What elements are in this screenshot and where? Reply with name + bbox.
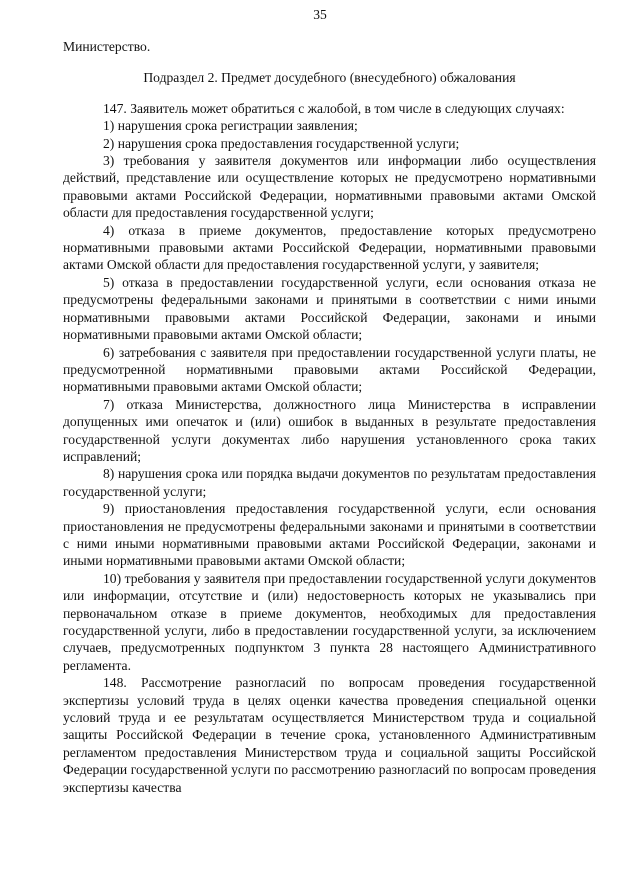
paragraph-147: 147. Заявитель может обратиться с жалобой, в том числе в следующих случаях: — [103, 100, 565, 116]
document-body — [63, 38, 596, 796]
list-item-9: 9) приостановления предоставления государственной услуги, если основания приостановления не предусмотрены федеральными законами и принятыми в соответствии с ними иными нормативными правовыми актами Российской Федерации, законами и иными нормативными правовыми актами Омской области; — [63, 501, 596, 569]
list-item-10: 10) требования у заявителя при предоставлении государственной услуги документов или информации, отсутствие и (или) недостоверность которых не указывались при первоначальном отказе в приеме документов, необходимых для предоставления государственной услуги, либо в предоставлении государственной услуги, за исключением случаев, предусмотренных подпунктом 3 пункта 28 настоящего Административного регламента. — [63, 570, 596, 673]
list-item-8: 8) нарушения срока или порядка выдачи документов по результатам предоставления государственной услуги; — [63, 466, 596, 499]
list-item-3: 3) требования у заявителя документов или информации либо осуществления действий, представление или осуществление которых не предусмотрено нормативными правовыми актами Российской Федерации, нормативными правовыми актами Омской области для предоставления государственной услуги; — [63, 153, 596, 221]
intro-text: Министерство. — [63, 39, 151, 54]
paragraph-148: 148. Рассмотрение разногласий по вопросам проведения государственной экспертизы условий труда в целях оценки качества проведения специальной оценки условий труда и ее результатам осуществляется Министерством труда и социальной защиты Российской Федерации в течение срока, установленного Административным регламентом предоставления Министерством труда и социальной защиты Российской Федерации государственной услуги по рассмотрению разногласий по вопросам проведения экспертизы качества — [63, 675, 596, 795]
list-item-7: 7) отказа Министерства, должностного лица Министерства в исправлении допущенных ими опечаток и (или) ошибок в выданных в результате предоставления государственной услуги документах либо нарушения установленного срока таких исправлений; — [63, 396, 596, 464]
list-item-1: 1) нарушения срока регистрации заявления; — [103, 118, 358, 134]
list-item-4: 4) отказа в приеме документов, предоставление которых предусмотрено нормативными правовыми актами Российской Федерации, нормативными правовыми актами Омской области для предоставления государственной услуги, у заявителя; — [63, 222, 596, 273]
list-item-5: 5) отказа в предоставлении государственной услуги, если основания отказа не предусмотрены федеральными законами и принятыми в соответствии с ними иными нормативными правовыми актами Российской Федерации, законами и иными нормативными правовыми актами Омской области; — [63, 274, 596, 343]
list-item-2: 2) нарушения срока предоставления государственной услуги; — [103, 135, 460, 151]
page-number: 35 — [313, 7, 327, 22]
subsection-heading: Подраздел 2. Предмет досудебного (внесудебного) обжалования — [143, 70, 516, 86]
list-item-6: 6) затребования с заявителя при предоставлении государственной услуги платы, не предусмотренной нормативными правовыми актами Российской Федерации, нормативными правовыми актами Омской области; — [63, 344, 596, 395]
